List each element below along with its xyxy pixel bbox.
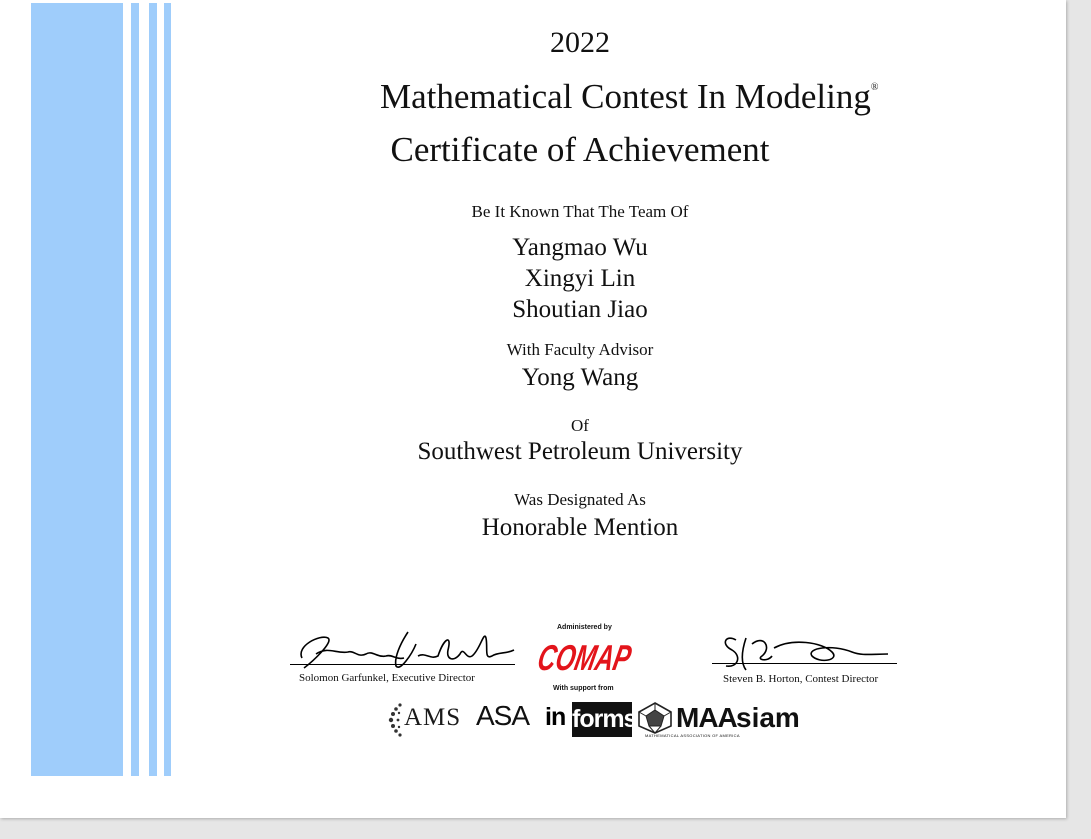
advisor-name: Yong Wang	[521, 364, 639, 391]
advisor-label: With Faculty Advisor	[506, 340, 654, 359]
signature-left	[288, 624, 518, 674]
signature-caption-right: Steven B. Horton, Contest Director	[723, 673, 879, 685]
certificate-subtitle: Certificate of Achievement	[390, 130, 770, 169]
signature-line-right	[712, 663, 897, 664]
contest-title-text: Mathematical Contest In Modeling	[380, 77, 871, 116]
support-label: With support from	[553, 685, 614, 692]
contest-title	[380, 77, 879, 117]
ams-logo: AMS	[404, 704, 462, 731]
designation-label: Was Designated As	[514, 490, 646, 509]
decorative-stripe-wide	[31, 3, 123, 776]
team-member: Yangmao Wu	[512, 234, 648, 261]
maa-logo-icon	[636, 702, 674, 734]
of-label: Of	[571, 416, 589, 435]
administered-by-label: Administered by	[557, 624, 612, 631]
asa-logo: ASA	[476, 700, 530, 731]
signature-line-left	[290, 664, 515, 665]
informs-logo-box: forms	[572, 702, 632, 737]
maa-subtitle: MATHEMATICAL ASSOCIATION OF AMERICA	[645, 733, 740, 738]
signature-caption-left: Solomon Garfunkel, Executive Director	[299, 672, 475, 684]
decorative-stripe	[149, 3, 157, 776]
registered-mark: ®	[870, 82, 879, 93]
certificate-year: 2022	[550, 26, 610, 59]
team-member: Xingyi Lin	[524, 265, 636, 292]
siam-logo: siam	[736, 702, 800, 733]
comap-logo	[534, 632, 677, 680]
team-member: Shoutian Jiao	[512, 296, 648, 323]
decorative-stripe	[164, 3, 171, 776]
signature-right	[712, 630, 902, 674]
decorative-stripe	[131, 3, 139, 776]
intro-text: Be It Known That The Team Of	[471, 202, 689, 221]
informs-logo: in	[545, 703, 566, 731]
designation: Honorable Mention	[481, 514, 679, 541]
ams-logo-icon	[386, 702, 404, 738]
institution-name: Southwest Petroleum University	[417, 438, 743, 465]
svg-text:COMAP: COMAP	[534, 637, 677, 678]
maa-logo: MAA	[676, 702, 737, 733]
